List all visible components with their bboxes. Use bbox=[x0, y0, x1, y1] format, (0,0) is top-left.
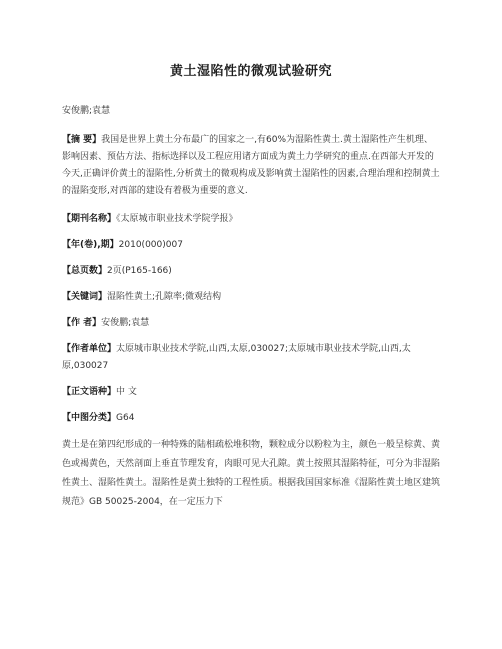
field-language bbox=[62, 384, 440, 401]
field-label: 【作 者】 bbox=[62, 318, 102, 328]
field-keywords bbox=[62, 289, 440, 306]
field-value: 《太原城市职业技术学院学报》 bbox=[116, 214, 238, 224]
field-label: 【摘 要】 bbox=[62, 135, 102, 145]
field-value: 安俊鹏;袁慧 bbox=[101, 318, 150, 328]
field-affiliation bbox=[62, 341, 440, 375]
field-value: 中 文 bbox=[116, 387, 137, 397]
field-classification bbox=[62, 410, 440, 427]
document-authors: 安俊鹏;袁慧 bbox=[62, 106, 111, 116]
body-paragraph: 黄土是在第四纪形成的一种特殊的陆相疏松堆积物，颗粒成分以粉粒为主，颜色一般呈棕黄、黄色或褐黄色，天然剖面上垂直节理发育，肉眼可见大孔隙。黄土按照其湿陷特征，可分为非湿陷性黄土、湿陷性黄土。湿陷性是黄土独特的工程性质。根据我国国家标准《湿陷性黄土地区建筑规范》GB 50025-2004，在一定压力下 bbox=[62, 440, 441, 507]
field-journal bbox=[62, 211, 440, 228]
field-label: 【总页数】 bbox=[62, 266, 108, 276]
field-value: 我国是世界上黄土分布最广的国家之一,有60%为湿陷性黄土.黄土湿陷性产生机理、影响因素、预估方法、指标选择以及工程应用诸方面成为黄土力学研究的重点.在西部大开发的今天,正确评价黄土的湿陷性,分析黄土的微观构成及影响黄土湿陷性的因素,合理治理和控制黄土的湿陷变形,对西部的建设有着极为重要的意义. bbox=[62, 135, 440, 196]
field-value: G64 bbox=[116, 413, 135, 423]
field-label: 【正文语种】 bbox=[62, 387, 117, 397]
field-year-issue bbox=[62, 237, 440, 254]
document-title: 黄土湿陷性的微观试验研究 bbox=[169, 64, 332, 79]
field-label: 【作者单位】 bbox=[62, 344, 117, 354]
field-label: 【年(卷),期】 bbox=[62, 240, 119, 250]
field-pages bbox=[62, 263, 440, 280]
field-label: 【关键词】 bbox=[62, 292, 108, 302]
field-label: 【期刊名称】 bbox=[62, 214, 117, 224]
field-value: 2010(000)007 bbox=[118, 240, 183, 250]
field-abstract bbox=[62, 132, 440, 200]
field-author bbox=[62, 315, 440, 332]
field-value: 太原城市职业技术学院,山西,太原,030027;太原城市职业技术学院,山西,太原,030027 bbox=[62, 344, 411, 371]
field-value: 湿陷性黄土;孔隙率;微观结构 bbox=[107, 292, 222, 302]
field-value: 2页(P165-166) bbox=[107, 266, 172, 276]
field-label: 【中图分类】 bbox=[62, 413, 117, 423]
